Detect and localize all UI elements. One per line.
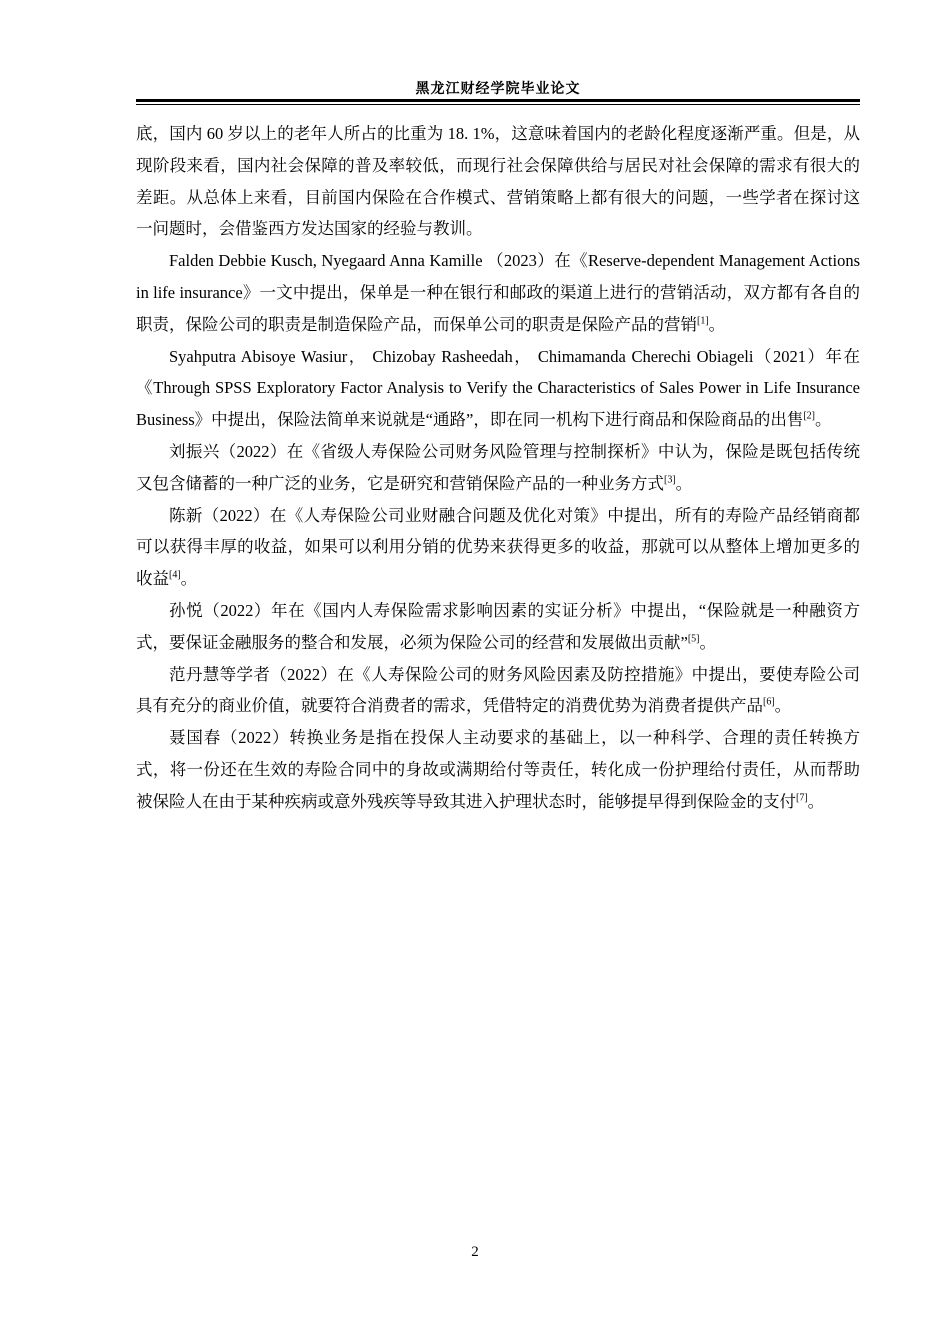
- citation-marker: [3]: [664, 474, 676, 486]
- header-rule-thin: [136, 104, 860, 105]
- citation-marker: [5]: [687, 633, 700, 645]
- paragraph-tail: 。: [180, 569, 198, 589]
- paragraph-text: 孙悦（2022）年在《国内人寿保险需求影响因素的实证分析》中提出，“保险就是一种融资方式，要保证金融服务的整合和发展，必须为保险公司的经营和发展做出贡献”: [136, 600, 860, 652]
- paragraph-continuation: [136, 118, 860, 245]
- citation-marker: [6]: [763, 696, 775, 708]
- page-number: 2: [471, 1244, 479, 1260]
- header-rule-thick: [136, 99, 860, 102]
- paragraph-tail: 。: [807, 791, 825, 811]
- paragraph-tail: 。: [675, 473, 693, 493]
- paragraph-falden: [136, 245, 860, 340]
- citation-marker: [2]: [803, 410, 815, 422]
- citation-marker: [7]: [796, 792, 808, 804]
- paragraph-tail: 。: [774, 696, 792, 716]
- citation-marker: [1]: [697, 315, 709, 327]
- paragraph-liu: [136, 436, 860, 500]
- paragraph-text: 刘振兴（2022）在《省级人寿保险公司财务风险管理与控制探析》中认为，保险是既包括传统又包含储蓄的一种广泛的业务，它是研究和营销保险产品的一种业务方式: [136, 441, 860, 493]
- paragraph-tail: 。: [708, 314, 726, 334]
- citation-marker: [4]: [169, 569, 181, 581]
- paragraph-text: Falden Debbie Kusch, Nyegaard Anna Kamille （2023）在《Reserve-dependent Management Actions in life insurance》一文中提出，保单是一种在银行和邮政的渠道上进行的营销活动，双方都有各自的职责，保险公司的职责是制造保险产品，而保单公司的职责是保险产品的营销: [136, 251, 860, 334]
- body-content: [136, 118, 860, 818]
- paragraph-tail: 。: [815, 410, 832, 430]
- paragraph-text: Syahputra Abisoye Wasiur， Chizobay Rasheedah， Chimamanda Cherechi Obiageli（2021）年在《Through SPSS Exploratory Factor Analysis to Verify the Characteristics of Sales Power in Life Insurance Business》中提出，保险法简单来说就是“通路”，即在同一机构下进行商品和保险商品的出售: [136, 346, 860, 430]
- paragraph-fan: [136, 659, 860, 723]
- paragraph-text: 范丹慧等学者（2022）在《人寿保险公司的财务风险因素及防控措施》中提出，要使寿险公司具有充分的商业价值，就要符合消费者的需求，凭借特定的消费优势为消费者提供产品: [136, 664, 860, 716]
- paragraph-sun: [136, 595, 860, 659]
- paragraph-nie: [136, 722, 860, 817]
- page-header-title: 黑龙江财经学院毕业论文: [415, 81, 581, 97]
- paragraph-text: 底，国内 60 岁以上的老年人所占的比重为 18. 1%，这意味着国内的老龄化程度逐渐严重。但是，从现阶段来看，国内社会保障的普及率较低，而现行社会保障供给与居民对社会保障的需求有很大的差距。从总体上来看，目前国内保险在合作模式、营销策略上都有很大的问题，一些学者在探讨这一问题时，会借鉴西方发达国家的经验与教训。: [136, 124, 860, 239]
- paragraph-text: 聂国春（2022）转换业务是指在投保人主动要求的基础上，以一种科学、合理的责任转换方式，将一份还在生效的寿险合同中的身故或满期给付等责任，转化成一份护理给付责任，从而帮助被保险人在由于某种疾病或意外残疾等导致其进入护理状态时，能够提早得到保险金的支付: [136, 728, 860, 811]
- paragraph-tail: 。: [699, 632, 716, 652]
- paragraph-syahputra: [136, 341, 860, 436]
- paragraph-chen: [136, 500, 860, 595]
- paragraph-text: 陈新（2022）在《人寿保险公司业财融合问题及优化对策》中提出，所有的寿险产品经销商都可以获得丰厚的收益，如果可以利用分销的优势来获得更多的收益，那就可以从整体上增加更多的收益: [136, 505, 860, 589]
